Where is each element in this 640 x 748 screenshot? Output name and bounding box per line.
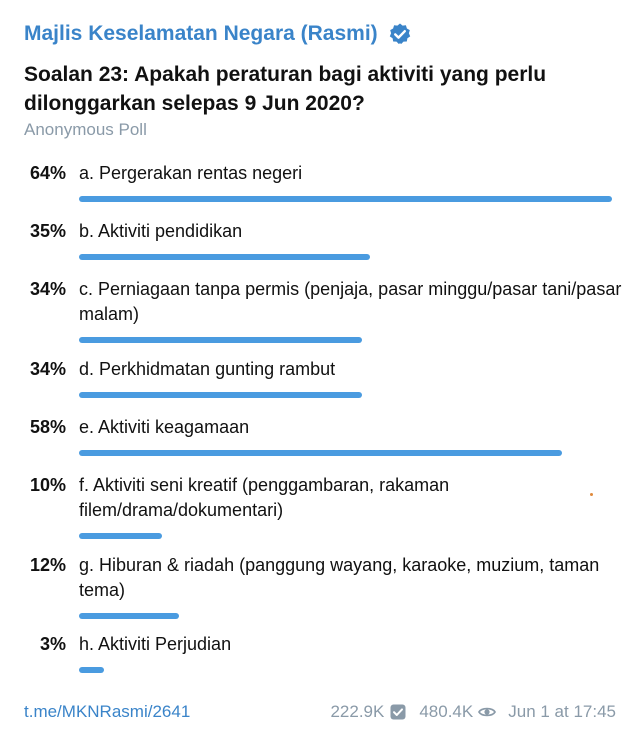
check-square-icon — [389, 703, 407, 721]
poll-option-text: a. Pergerakan rentas negeri — [79, 163, 303, 183]
poll-option-percent: 64% — [29, 163, 66, 183]
verified-badge-icon — [388, 22, 412, 46]
poll-option-bar — [79, 667, 104, 673]
poll-option-percent: 58% — [29, 417, 66, 437]
channel-header[interactable] — [24, 22, 412, 46]
poll-question-line-1: Soalan 23: Apakah peraturan bagi aktiviti yang perlu — [24, 63, 547, 86]
poll-option-text: g. Hiburan & riadah (panggung wayang, karaoke, muzium, taman tema) — [79, 555, 600, 600]
message-footer — [24, 700, 616, 726]
poll-option-bar — [79, 450, 562, 456]
poll-option-text: d. Perkhidmatan gunting rambut — [79, 359, 336, 379]
message-link[interactable]: t.me/MKNRasmi/2641 — [24, 702, 191, 721]
poll-option-percent: 3% — [39, 634, 66, 654]
views-count: 480.4K — [419, 702, 474, 721]
poll-option-percent: 34% — [29, 359, 66, 379]
decorative-dot — [590, 493, 593, 496]
poll-option-bar — [79, 533, 162, 539]
poll-option-text: h. Aktiviti Perjudian — [79, 634, 232, 654]
poll-option-text: c. Perniagaan tanpa permis (penjaja, pasar minggu/pasar tani/pasar malam) — [79, 279, 622, 324]
poll-option-percent: 10% — [29, 475, 66, 495]
poll-option-bar — [79, 196, 612, 202]
poll-question — [24, 60, 614, 118]
poll-option-bar — [79, 613, 179, 619]
poll-option-text: e. Aktiviti keagamaan — [79, 417, 250, 437]
poll-question-line-2: dilonggarkan selepas 9 Jun 2020? — [24, 92, 365, 115]
poll-option-text: b. Aktiviti pendidikan — [79, 221, 243, 241]
poll-option-bar — [79, 254, 370, 260]
poll-option-bar — [79, 392, 362, 398]
poll-option-bar — [79, 337, 362, 343]
channel-name[interactable]: Majlis Keselamatan Negara (Rasmi) — [24, 22, 378, 45]
eye-icon — [478, 703, 496, 721]
poll-option-percent: 12% — [29, 555, 66, 575]
poll-option-percent: 34% — [29, 279, 66, 299]
votes-count: 222.9K — [330, 702, 385, 721]
poll-option-percent: 35% — [29, 221, 66, 241]
poll-type-label: Anonymous Poll — [24, 120, 147, 139]
message-stats — [330, 702, 616, 722]
poll-option-text: f. Aktiviti seni kreatif (penggambaran, rakaman filem/drama/dokumentari) — [79, 475, 450, 520]
message-timestamp: Jun 1 at 17:45 — [508, 702, 616, 721]
